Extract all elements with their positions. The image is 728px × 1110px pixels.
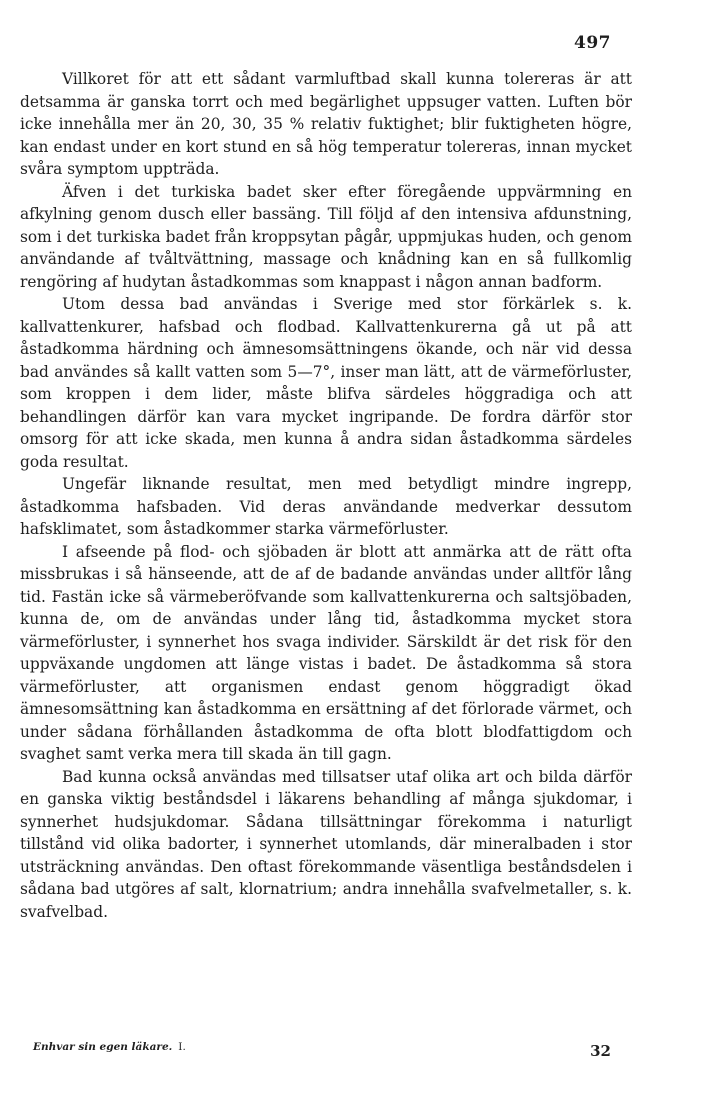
body-text [20, 68, 632, 923]
paragraph-1: Villkoret för att ett sådant varmluftbad skall kunna tolereras är att detsamma är ganska torrt och med begärlighet uppsuger vatten. Luften bör icke innehålla mer än 20, 30, 35 % relativ fuktighet; blir fuktigheten högre, kan endast under en kort stund en så hög temperatur tolereras, innan mycket svåra symptom uppträda. [20, 70, 632, 178]
paragraph-2: Äfven i det turkiska badet sker efter föregående uppvärmning en afkylning genom dusch eller bassäng. Till följd af den intensiva afdunstning, som i det turkiska badet från kroppsytan pågår, uppmjukas huden, och genom användande af tvåltvättning, massage och knådning kan en så fullkomlig rengöring af hudytan åstadkommas som knappast i någon annan badform. [20, 182, 632, 291]
footer-volume: I. [178, 1041, 186, 1053]
footer-signature-mark: 32 [590, 1042, 611, 1060]
paragraph-6: Bad kunna också användas med tillsatser utaf olika art och bilda därför en ganska viktig beståndsdel i läkarens behandling af många sjukdomar, i synnerhet hudsjukdomar. Sådana tillsättningar förekomma i naturligt tillstånd vid olika badorter, i synnerhet utomlands, där mineralbaden i stor utsträckning användas. Den oftast förekommande väsentliga beståndsdelen i sådana bad utgöres af salt, klornatrium; andra innehålla svafvelmetaller, s. k. svafvelbad. [20, 767, 632, 921]
page-number: 497 [574, 33, 611, 53]
paragraph-5: I afseende på flod- och sjöbaden är blott att anmärka att de rätt ofta missbrukas i så hänseende, att de af de badande användas under alltför lång tid. Fastän icke så värmeberöfvande som kallvattenkurerna och saltsjöbaden, kunna de, om de användas under lång tid, åstadkomma mycket stora värmeförluster, i synnerhet hos svaga individer. Särskildt är det risk för den uppväxande ungdomen att länge vistas i badet. De åstadkomma så stora värmeförluster, att organismen endast genom höggradigt ökad ämnesomsättning kan åstadkomma en ersättning af det förlorade värmet, och under sådana förhållanden åstadkomma de ofta blott blodfattigdom och svaghet samt verka mera till skada än till gagn. [20, 542, 632, 763]
paragraph-4: Ungefär liknande resultat, men med betydligt mindre ingrepp, åstadkomma hafsbaden. Vid deras användande medverkar dessutom hafsklimatet, som åstadkommer starka värmeförluster. [20, 475, 632, 538]
paragraph-3: Utom dessa bad användas i Sverige med stor förkärlek s. k. kallvattenkurer, hafsbad och flodbad. Kallvattenkurerna gå ut på att åstadkomma härdning och ämnesomsättningens ökande, och när vid dessa bad användes så kallt vatten som 5—7°, inser man lätt, att de värmeförluster, som kroppen i dem lider, måste blifva särdeles höggradiga och att behandlingen därför kan vara mycket ingripande. De fordra därför stor omsorg för att icke skada, men kunna å andra sidan åstadkomma särdeles goda resultat. [20, 295, 632, 471]
footer-book-title [33, 1041, 186, 1053]
footer-title-text: Enhvar sin egen läkare. [33, 1041, 173, 1053]
